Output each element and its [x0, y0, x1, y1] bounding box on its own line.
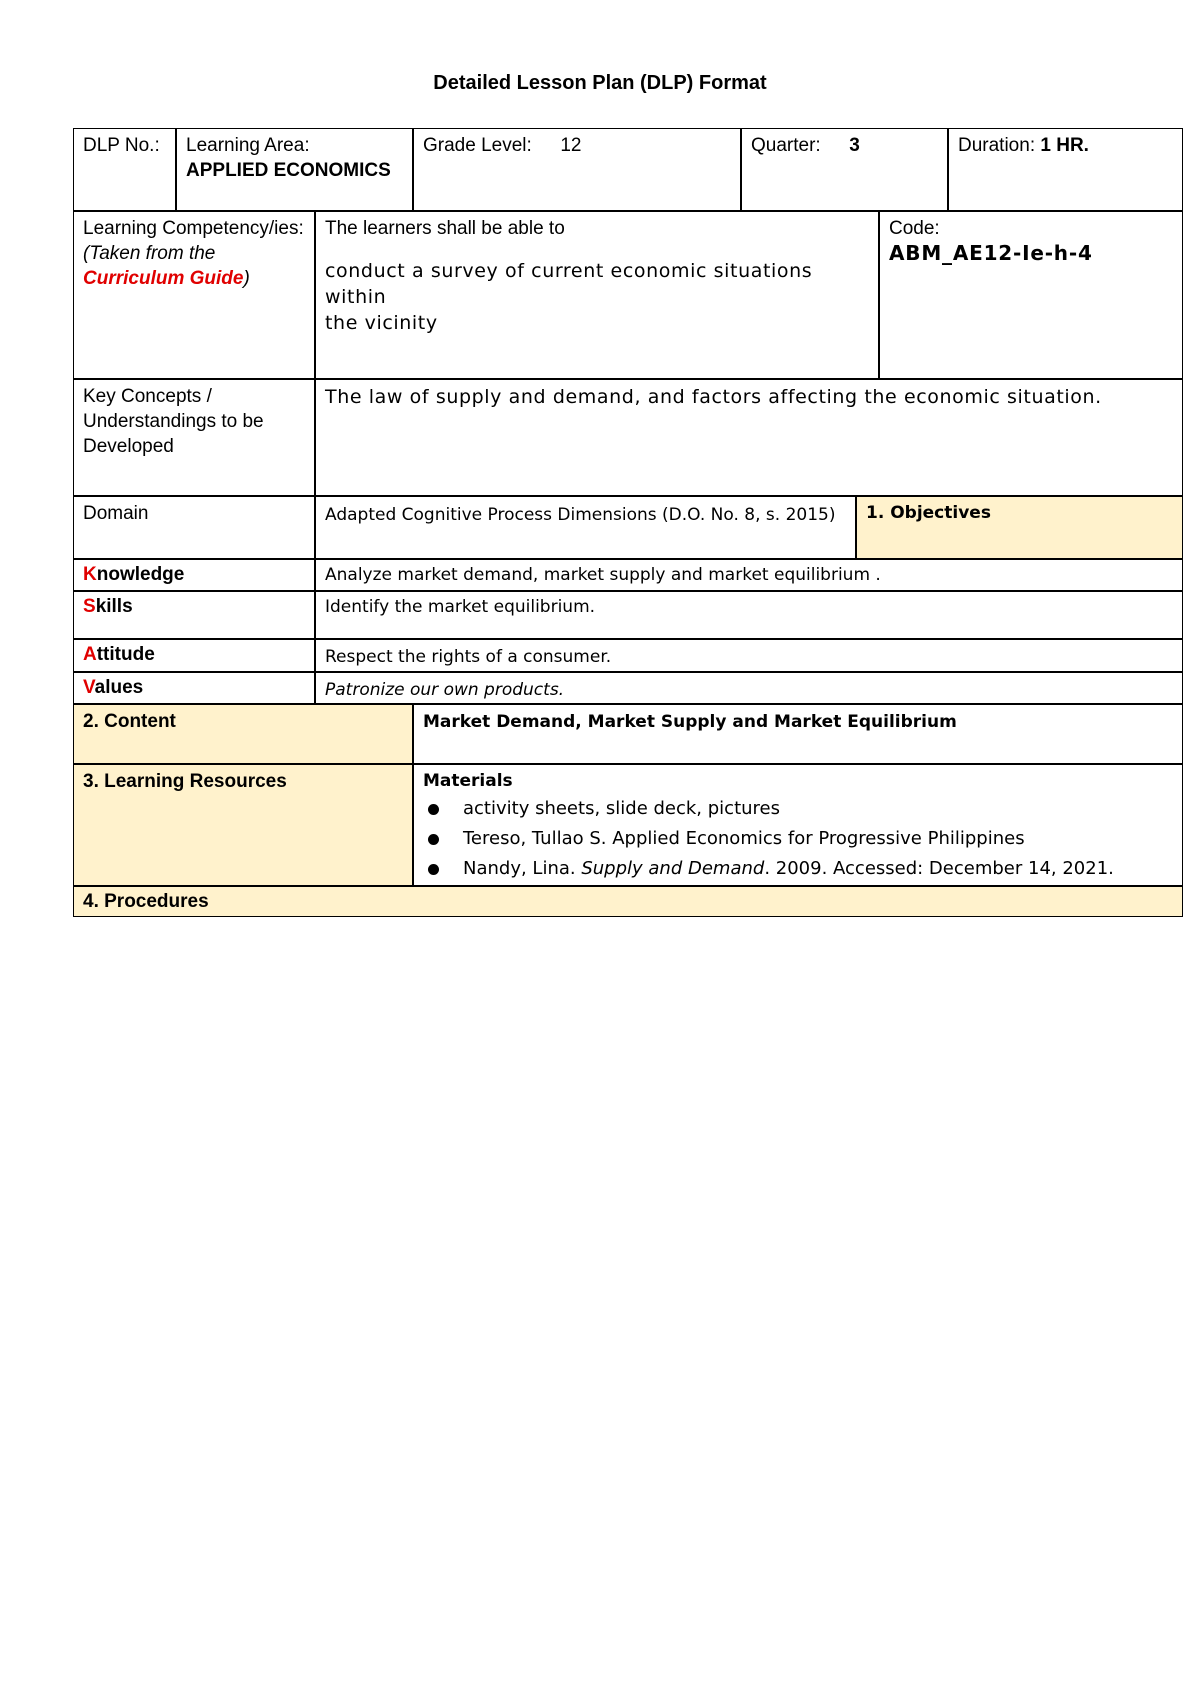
content-text: Market Demand, Market Supply and Market Equilibrium [423, 712, 957, 732]
grade-level-label: Grade Level: [423, 135, 532, 156]
knowledge-text: Analyze market demand, market supply and market equilibrium . [325, 565, 881, 585]
duration-label: Duration: [958, 135, 1036, 156]
resources-label: 3. Learning Resources [83, 771, 287, 792]
content-label: 2. Content [83, 711, 176, 732]
procedures-label: 4. Procedures [83, 891, 209, 912]
list-item: Tereso, Tullao S. Applied Economics for Progressive Philippines [423, 824, 1173, 854]
code-value: ABM_AE12-Ie-h-4 [889, 241, 1093, 265]
learning-area-label: Learning Area: [186, 135, 310, 156]
objectives-label: 1. Objectives [866, 503, 991, 523]
domain-dimension-text: Adapted Cognitive Process Dimensions (D.O. No. 8, s. 2015) [325, 505, 836, 525]
learning-area-value: APPLIED ECONOMICS [186, 160, 391, 181]
key-concepts-text: The law of supply and demand, and factors affecting the economic situation. [325, 386, 1102, 408]
quarter-label: Quarter: [751, 135, 821, 156]
competency-text-line2: the vicinity [325, 312, 438, 334]
competency-intro: The learners shall be able to [325, 218, 565, 239]
knowledge-label: Knowledge [83, 564, 185, 585]
competency-label: Learning Competency/ies: [83, 218, 304, 239]
domain-label: Domain [83, 503, 149, 524]
values-text: Patronize our own products. [325, 680, 565, 700]
curriculum-guide-label: Curriculum Guide [83, 268, 244, 289]
key-concepts-label: Key Concepts / Understandings to be Developed [83, 386, 264, 457]
lesson-plan-table-frame [73, 128, 1183, 917]
materials-label: Materials [423, 771, 513, 791]
skills-label: Skills [83, 596, 133, 617]
competency-source-note: (Taken from the Curriculum Guide) [83, 243, 250, 289]
code-label: Code: [889, 218, 940, 239]
list-item: activity sheets, slide deck, pictures [423, 794, 1173, 824]
attitude-label: Attitude [83, 644, 155, 665]
duration-value: 1 HR. [1040, 135, 1089, 156]
competency-text-line1: conduct a survey of current economic situations within [325, 260, 813, 308]
quarter-value: 3 [849, 135, 860, 156]
dlp-no-label: DLP No.: [83, 135, 160, 156]
attitude-text: Respect the rights of a consumer. [325, 647, 612, 667]
grade-level-value: 12 [560, 135, 582, 156]
values-label: Values [83, 677, 144, 698]
skills-text: Identify the market equilibrium. [325, 597, 596, 617]
document-title: Detailed Lesson Plan (DLP) Format [433, 72, 767, 94]
list-item: Nandy, Lina. Supply and Demand. 2009. Accessed: December 14, 2021. [423, 854, 1173, 884]
